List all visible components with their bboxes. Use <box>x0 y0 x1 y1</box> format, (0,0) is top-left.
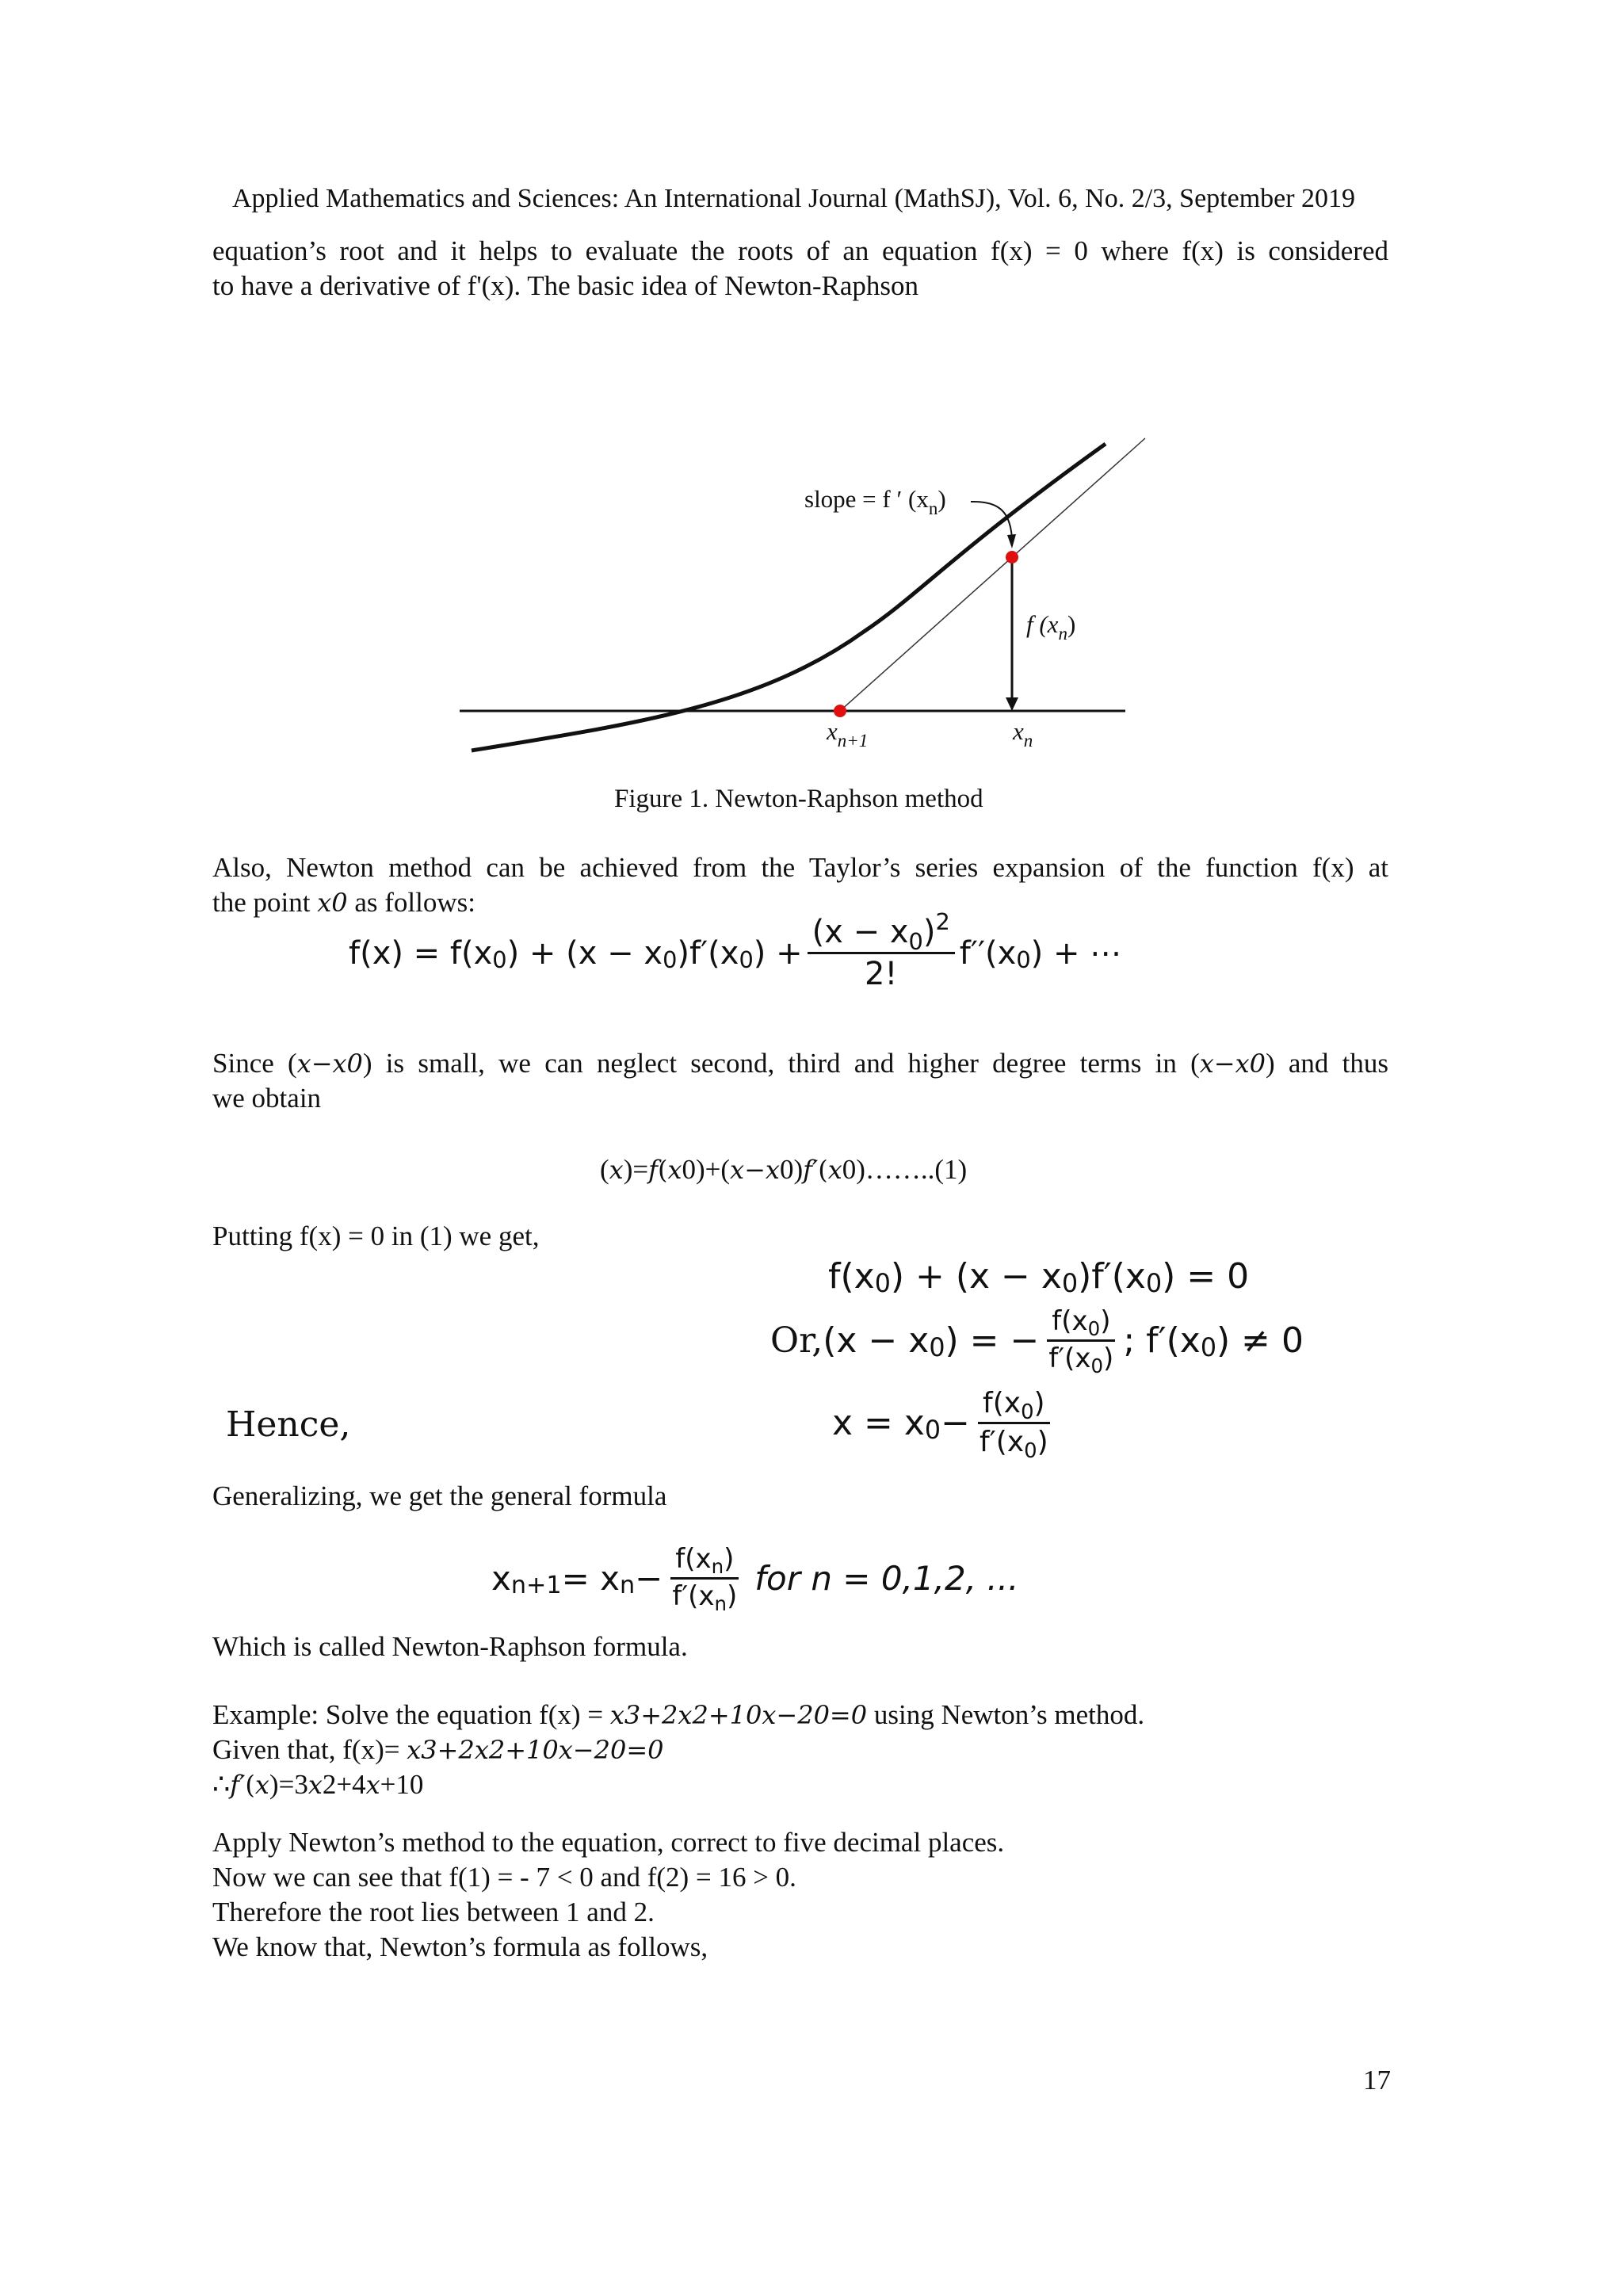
slope-pointer-arrowhead <box>1007 534 1016 548</box>
hence-label: Hence, <box>226 1404 351 1445</box>
point-xn <box>1006 551 1018 563</box>
taylor-intro-line-2: the point x0 as follows: <box>212 887 476 918</box>
intro-paragraph <box>212 234 1388 304</box>
taylor-intro <box>212 850 1388 920</box>
since-paragraph <box>212 1046 1388 1116</box>
equation-row-2: Or, (x − x 0 ) = − $\frac{f(x_0)}{f'(x_0)}$ ; f′(x 0 ) ≠ 0 <box>770 1305 1304 1378</box>
intro-line-1: equation’s root and it helps to evaluate the roots of an equation f(x) = 0 where f(x) is considered <box>212 235 1388 266</box>
apply-line-4: We know that, Newton’s formula as follows, <box>212 1931 708 1962</box>
taylor-equation: f(x) = f(x 0 ) + (x − x 0 )f′(x 0 ) + $\frac{(x - x_0)^2}{2!}$ f′′(x 0 ) + ⋯ <box>349 908 1122 992</box>
since-line-2: we obtain <box>212 1083 322 1114</box>
fxn-label: f $(x_n)$ <box>1026 610 1076 644</box>
equation-row-1: f(x 0 ) + (x − x 0 )f′(x 0 ) = 0 <box>828 1256 1250 1298</box>
running-header: Applied Mathematics and Sciences: An International Journal (MathSJ), Vol. 6, No. 2/3, September 2019 <box>232 184 1356 213</box>
apply-line-2: Now we can see that f(1) = - 7 < 0 and f(2) = 16 > 0. <box>212 1862 796 1893</box>
newton-raphson-figure <box>444 428 1157 761</box>
general-formula-fraction: $\frac{f(x_n)}{f'(x_n)}$ <box>667 1545 742 1610</box>
called-text: Which is called Newton-Raphson formula. <box>212 1631 688 1662</box>
xn1-label: $x_{n+1}$ <box>827 717 869 751</box>
taylor-fraction: $\frac{(x - x_0)^2}{2!}$ <box>808 915 955 991</box>
general-formula: x n+1 = x n − $\frac{f(x_n)}{f'(x_n)}$ for n = 0,1,2, ... <box>491 1543 1019 1616</box>
generalizing-text: Generalizing, we get the general formula <box>212 1480 667 1511</box>
taylor-intro-line-1: Also, Newton method can be achieved from the Taylor’s series expansion of the function f(x) at <box>212 852 1388 883</box>
example-line-1: Example: Solve the equation f(x) = x3+2x2+10x−20=0 using Newton’s method. <box>212 1699 1145 1730</box>
apply-line-1: Apply Newton’s method to the equation, correct to five decimal places. <box>212 1827 1005 1858</box>
equation-row-3-fraction: $\frac{f(x_0)}{f'(x_0)}$ <box>979 1387 1048 1463</box>
fxn-arrowhead <box>1006 697 1018 711</box>
putting-text: Putting f(x) = 0 in (1) we get, <box>212 1221 540 1251</box>
page-number: 17 <box>1363 2065 1391 2095</box>
example-line-2: Given that, f(x)= x3+2x2+10x−20=0 <box>212 1734 664 1765</box>
since-line-1: Since (x−x0) is small, we can neglect second, third and higher degree terms in (x−x0) and thus <box>212 1048 1388 1079</box>
equation-row-3: x = x 0 − $\frac{f(x_0)}{f'(x_0)}$ <box>832 1389 1058 1457</box>
example-line-3: ∴f′(x)=3x2+4x+10 <box>212 1769 424 1800</box>
intro-line-2: to have a derivative of f'(x). The basic idea of Newton-Raphson <box>212 270 919 301</box>
xn-label: $x_n$ <box>1013 717 1033 751</box>
point-xn1 <box>834 705 846 717</box>
tangent-line <box>840 438 1145 711</box>
slope-label: slope = f ′ $(x_n)$ <box>804 485 946 518</box>
apply-block <box>212 1825 1004 1965</box>
approx-equation: (x)=f(x0)+(x−x0)f′(x0)……..(1) <box>600 1154 968 1185</box>
figure-caption: Figure 1. Newton-Raphson method <box>614 785 983 813</box>
equation-row-2-fraction: $\frac{f(x_0)}{f'(x_0)}$ <box>1044 1308 1118 1373</box>
example-block <box>212 1698 1144 1802</box>
apply-line-3: Therefore the root lies between 1 and 2. <box>212 1897 655 1927</box>
